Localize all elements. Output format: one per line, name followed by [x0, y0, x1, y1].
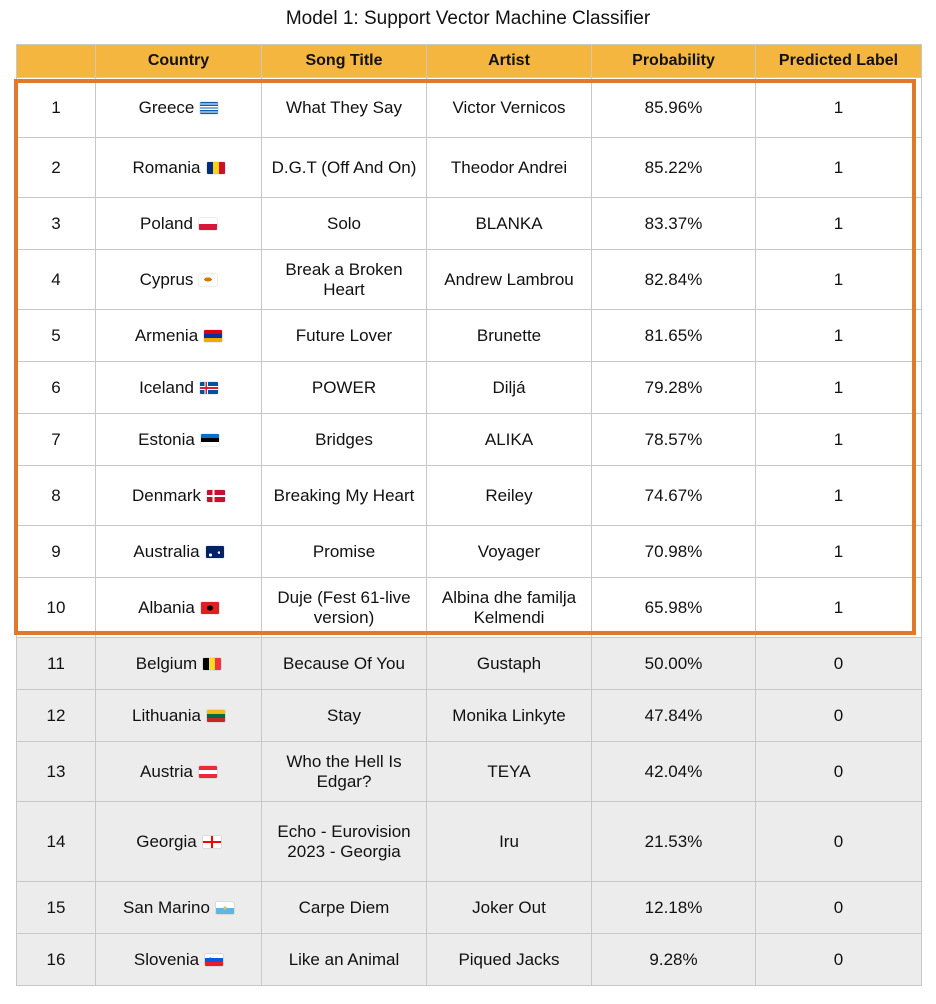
country-cell: [96, 198, 262, 250]
predicted-label-cell: 1: [756, 362, 922, 414]
probability-cell: 79.28%: [592, 362, 756, 414]
predicted-label-cell: 1: [756, 198, 922, 250]
header-song-title: Song Title: [262, 45, 427, 78]
artist-cell: Gustaph: [427, 638, 592, 690]
predicted-label-cell: 1: [756, 526, 922, 578]
rank-cell: 16: [17, 934, 96, 986]
rank-cell: 10: [17, 578, 96, 638]
chart-title: Model 1: Support Vector Machine Classifier: [285, 8, 651, 29]
header-row: [17, 45, 922, 78]
artist-cell: Joker Out: [427, 882, 592, 934]
country-cell: [96, 78, 262, 138]
table-row: [17, 802, 922, 882]
song-title-cell: Duje (Fest 61-live version): [262, 578, 427, 638]
artist-cell: Voyager: [427, 526, 592, 578]
probability-cell: 21.53%: [592, 802, 756, 882]
predicted-label-cell: 1: [756, 78, 922, 138]
table-row: [17, 362, 922, 414]
country-name: Iceland: [139, 377, 194, 397]
header-artist: Artist: [427, 45, 592, 78]
country-name: San Marino: [123, 897, 210, 917]
austria-flag-icon: [199, 766, 217, 778]
cyprus-flag-icon: [199, 274, 217, 286]
artist-cell: Reiley: [427, 466, 592, 526]
probability-cell: 85.22%: [592, 138, 756, 198]
results-table: [16, 44, 922, 986]
table-row: [17, 690, 922, 742]
rank-cell: 11: [17, 638, 96, 690]
predicted-label-cell: 0: [756, 934, 922, 986]
artist-cell: Brunette: [427, 310, 592, 362]
country-cell: [96, 638, 262, 690]
predicted-label-cell: 1: [756, 414, 922, 466]
country-name: Albania: [138, 597, 195, 617]
country-cell: [96, 414, 262, 466]
table-row: [17, 934, 922, 986]
artist-cell: Albina dhe familja Kelmendi: [427, 578, 592, 638]
country-name: Denmark: [132, 485, 201, 505]
song-title-cell: Carpe Diem: [262, 882, 427, 934]
rank-cell: 6: [17, 362, 96, 414]
rank-cell: 7: [17, 414, 96, 466]
table-row: [17, 414, 922, 466]
rank-cell: 5: [17, 310, 96, 362]
country-cell: [96, 742, 262, 802]
table-row: [17, 882, 922, 934]
probability-cell: 78.57%: [592, 414, 756, 466]
belgium-flag-icon: [203, 658, 221, 670]
country-name: Poland: [140, 213, 193, 233]
song-title-cell: Because Of You: [262, 638, 427, 690]
country-cell: [96, 578, 262, 638]
iceland-flag-icon: [200, 382, 218, 394]
artist-cell: TEYA: [427, 742, 592, 802]
artist-cell: Piqued Jacks: [427, 934, 592, 986]
song-title-cell: Like an Animal: [262, 934, 427, 986]
country-name: Armenia: [134, 325, 199, 345]
predicted-label-cell: 1: [756, 310, 922, 362]
lithuania-flag-icon: [207, 710, 225, 722]
country-name: Lithuania: [131, 705, 201, 725]
header-country: Country: [96, 45, 262, 78]
probability-cell: 42.04%: [592, 742, 756, 802]
probability-cell: 81.65%: [592, 310, 756, 362]
song-title-cell: Stay: [262, 690, 427, 742]
country-cell: [96, 882, 262, 934]
song-title-cell: D.G.T (Off And On): [262, 138, 427, 198]
country-name: Romania: [132, 157, 201, 177]
song-title-cell: Breaking My Heart: [262, 466, 427, 526]
denmark-flag-icon: [207, 490, 225, 502]
albania-flag-icon: [201, 602, 219, 614]
probability-cell: 74.67%: [592, 466, 756, 526]
song-title-cell: What They Say: [262, 78, 427, 138]
country-cell: [96, 138, 262, 198]
table-row: [17, 198, 922, 250]
song-title-cell: Promise: [262, 526, 427, 578]
probability-cell: 83.37%: [592, 198, 756, 250]
table-row: [17, 250, 922, 310]
artist-cell: Monika Linkyte: [427, 690, 592, 742]
probability-cell: 50.00%: [592, 638, 756, 690]
artist-cell: Theodor Andrei: [427, 138, 592, 198]
country-name: Slovenia: [133, 949, 200, 969]
table-row: [17, 578, 922, 638]
header-rank: [17, 45, 96, 78]
country-name: Cyprus: [139, 269, 194, 289]
country-cell: [96, 690, 262, 742]
song-title-cell: Future Lover: [262, 310, 427, 362]
artist-cell: ALIKA: [427, 414, 592, 466]
predicted-label-cell: 1: [756, 578, 922, 638]
predicted-label-cell: 0: [756, 882, 922, 934]
table-body: [17, 78, 922, 986]
rank-cell: 15: [17, 882, 96, 934]
romania-flag-icon: [207, 162, 225, 174]
song-title-cell: Bridges: [262, 414, 427, 466]
artist-cell: BLANKA: [427, 198, 592, 250]
country-name: Greece: [138, 97, 195, 117]
table-row: [17, 742, 922, 802]
greece-flag-icon: [200, 102, 218, 114]
san-marino-flag-icon: [216, 902, 234, 914]
predicted-label-cell: 1: [756, 466, 922, 526]
rank-cell: 2: [17, 138, 96, 198]
country-cell: [96, 526, 262, 578]
country-cell: [96, 934, 262, 986]
song-title-cell: Echo - Eurovision 2023 - Georgia: [262, 802, 427, 882]
probability-cell: 65.98%: [592, 578, 756, 638]
probability-cell: 70.98%: [592, 526, 756, 578]
probability-cell: 85.96%: [592, 78, 756, 138]
country-name: Austria: [140, 761, 193, 781]
predicted-label-cell: 0: [756, 742, 922, 802]
table-row: [17, 78, 922, 138]
artist-cell: Andrew Lambrou: [427, 250, 592, 310]
table-row: [17, 638, 922, 690]
header-predicted-label: Predicted Label: [756, 45, 922, 78]
australia-flag-icon: [206, 546, 224, 558]
predicted-label-cell: 0: [756, 802, 922, 882]
rank-cell: 12: [17, 690, 96, 742]
country-cell: [96, 310, 262, 362]
country-name: Georgia: [136, 831, 197, 851]
estonia-flag-icon: [201, 434, 219, 446]
artist-cell: Iru: [427, 802, 592, 882]
probability-cell: 82.84%: [592, 250, 756, 310]
country-name: Australia: [133, 541, 200, 561]
slovenia-flag-icon: [205, 954, 223, 966]
probability-cell: 12.18%: [592, 882, 756, 934]
rank-cell: 3: [17, 198, 96, 250]
poland-flag-icon: [199, 218, 217, 230]
armenia-flag-icon: [204, 330, 222, 342]
country-name: Belgium: [135, 653, 198, 673]
predicted-label-cell: 0: [756, 690, 922, 742]
country-cell: [96, 802, 262, 882]
probability-cell: 9.28%: [592, 934, 756, 986]
probability-cell: 47.84%: [592, 690, 756, 742]
country-name: Estonia: [138, 429, 195, 449]
country-cell: [96, 362, 262, 414]
country-cell: [96, 250, 262, 310]
predicted-label-cell: 1: [756, 250, 922, 310]
table-row: [17, 466, 922, 526]
rank-cell: 8: [17, 466, 96, 526]
table-row: [17, 526, 922, 578]
rank-cell: 1: [17, 78, 96, 138]
predicted-label-cell: 0: [756, 638, 922, 690]
song-title-cell: Solo: [262, 198, 427, 250]
song-title-cell: POWER: [262, 362, 427, 414]
rank-cell: 9: [17, 526, 96, 578]
table-row: [17, 310, 922, 362]
song-title-cell: Break a Broken Heart: [262, 250, 427, 310]
country-cell: [96, 466, 262, 526]
song-title-cell: Who the Hell Is Edgar?: [262, 742, 427, 802]
rank-cell: 14: [17, 802, 96, 882]
artist-cell: Diljá: [427, 362, 592, 414]
table-row: [17, 138, 922, 198]
artist-cell: Victor Vernicos: [427, 78, 592, 138]
georgia-flag-icon: [203, 836, 221, 848]
rank-cell: 13: [17, 742, 96, 802]
predicted-label-cell: 1: [756, 138, 922, 198]
rank-cell: 4: [17, 250, 96, 310]
header-probability: Probability: [592, 45, 756, 78]
